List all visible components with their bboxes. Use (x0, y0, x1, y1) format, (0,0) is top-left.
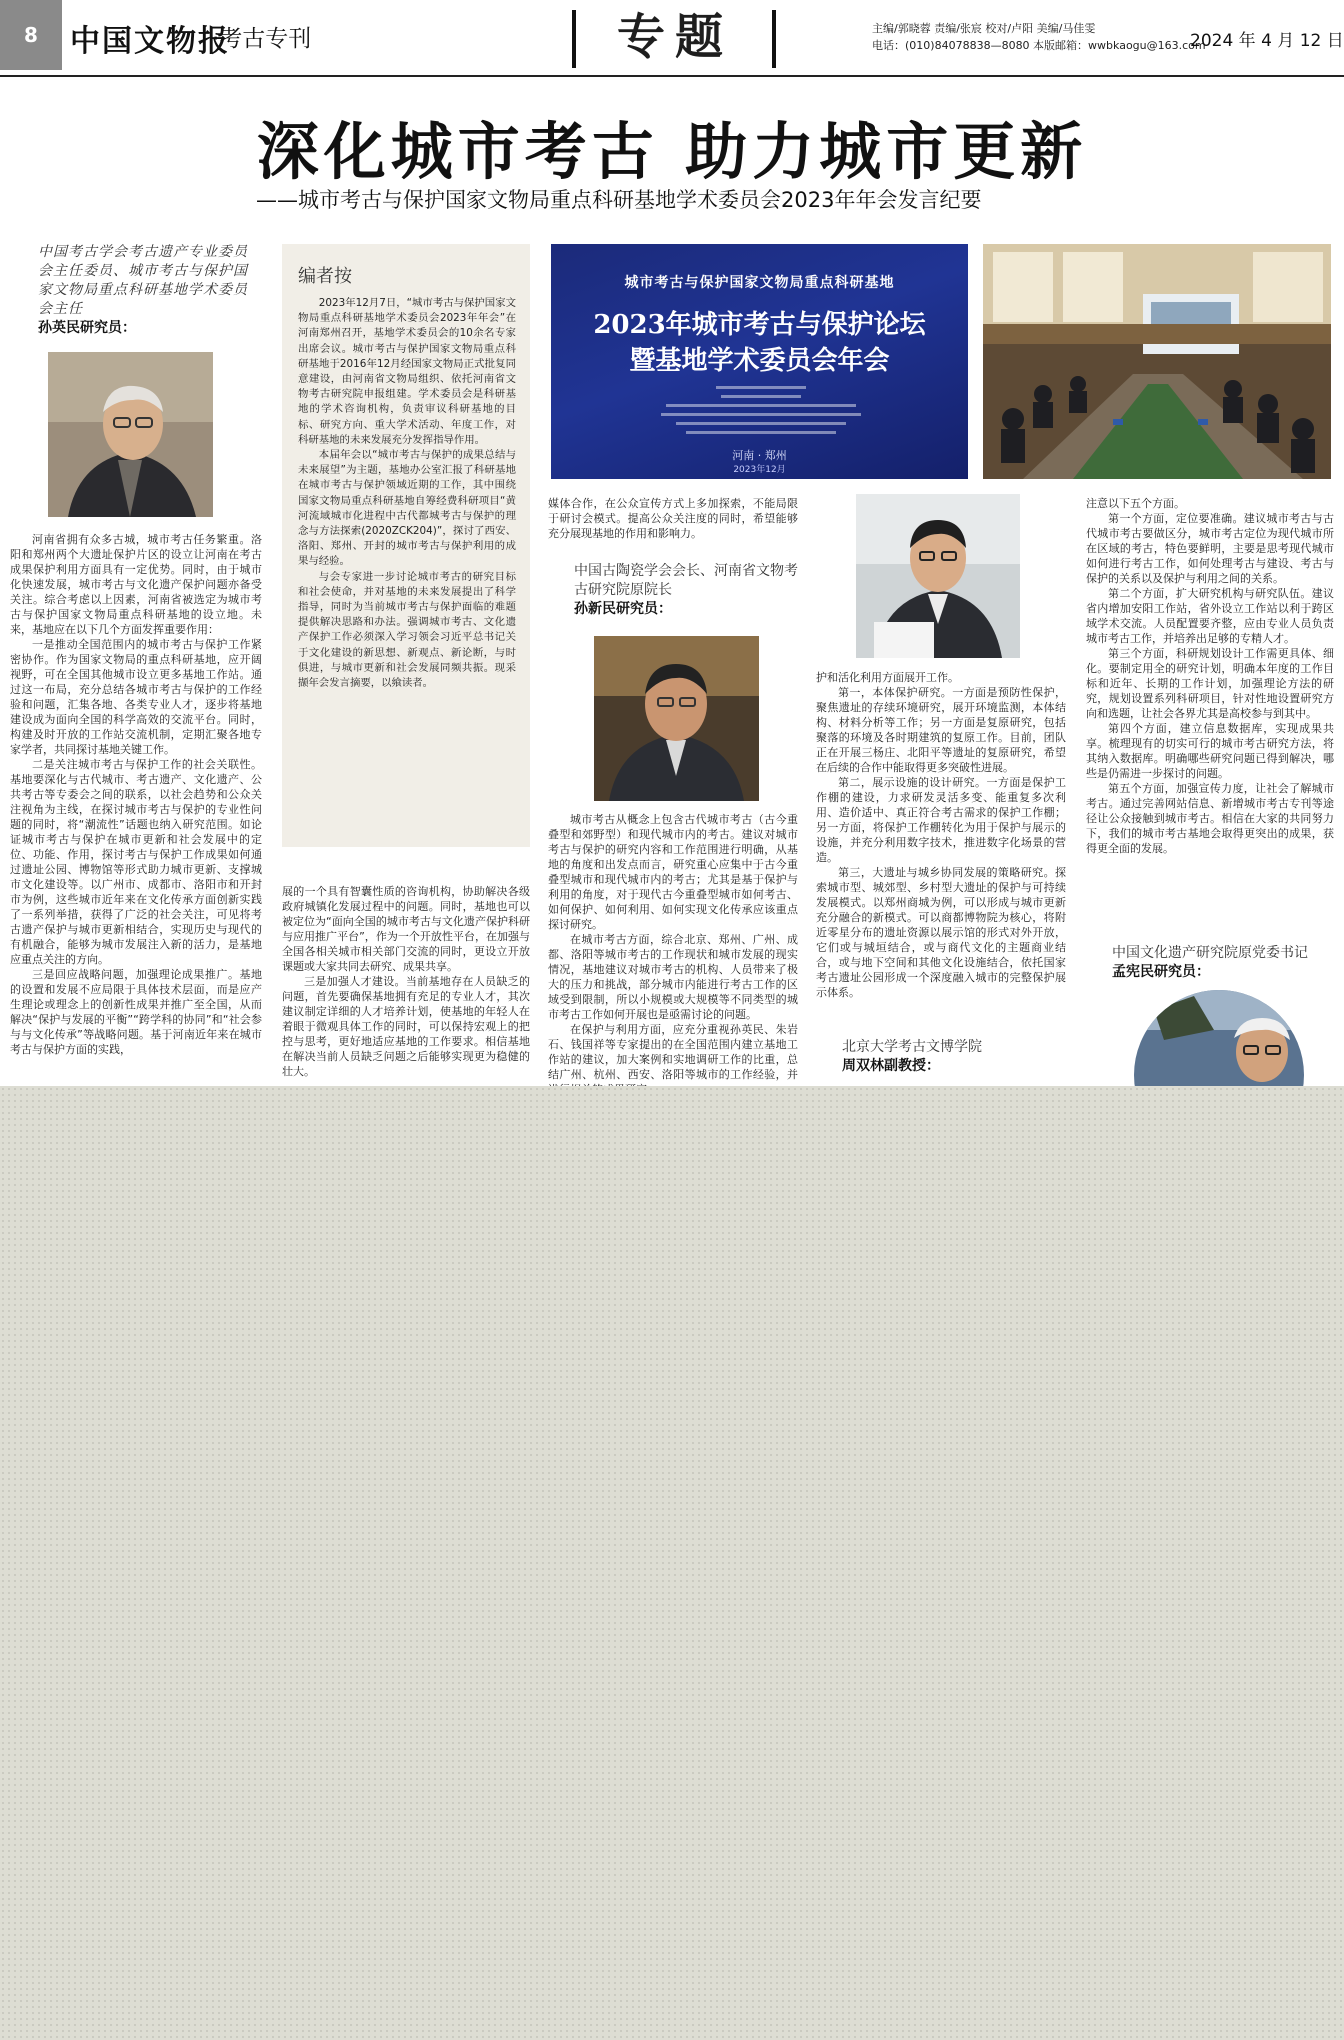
speaker-byline-1 (38, 243, 260, 338)
paragraph: 第一个方面，定位要准确。建议城市考古与古代城市考古要做区分，城市考古定位为现代城市所在区域的考古，特色要鲜明，主要是思考现代城市如何进行考古工作，如何处理考古与建设、考古与保护的关系以及保护与利用之间的关系。 (1086, 512, 1334, 585)
column-1-text (10, 532, 262, 1087)
paragraph: 第二，展示设施的设计研究。一方面是保护工作棚的建设，力求研发灵活多变、能重复多次利用、造价适中、真正符合考古需求的保护工作棚；另一方面，将保护工作棚转化为用于保护与展示的设施，并充分利用数字技术，推进数字化场景的营造。 (816, 776, 1066, 864)
speaker-title: 北京大学考古文博学院 (842, 1039, 982, 1055)
paragraph: 河南省拥有众多古城，城市考古任务繁重。洛阳和郑州两个大遗址保护片区的设立让河南在考古成果保护利用方面具有一定优势。同时，由于城市化快速发展，城市考古与文化遗产保护问题亦备受关注。综合考虑以上因素，河南省被选定为城市考古与保护国家文物局重点科研基地的设立地。未来，基地应在以下几个方面发挥重要作用： (10, 533, 262, 636)
speaker-title: 中国古陶瓷学会会长、河南省文物考古研究院原院长 (574, 563, 798, 598)
portrait-young-scholar (856, 494, 1020, 658)
paragraph: 第四个方面，建立信息数据库，实现成果共享。梳理现有的切实可行的城市考古研究方法，将其纳入数据库。明确哪些研究问题已得到解决，哪些是仍需进一步探讨的问题。 (1086, 722, 1334, 780)
contact-line: 电话：(010)84078838—8080 本版邮箱：wwbkaogu@163.com (872, 39, 1206, 52)
speaker-title: 中国考古学会考古遗产专业委员会主任委员、城市考古与保护国家文物局重点科研基地学术委员会主任 (38, 244, 248, 317)
paragraph: 三是回应战略问题，加强理论成果推广。基地的设置和发展不应局限于具体技术层面，而是应产生理论或理念上的创新性成果并推广至全国，从而解决“保护与发展的平衡”“跨学科的协同”和“社会参与与文化传承”等战略问题。基于河南近年来在城市考古与保护方面的实践， (10, 968, 262, 1056)
paragraph: 第三，大遗址与城乡协同发展的策略研究。探索城市型、城郊型、乡村型大遗址的保护与可持续发展模式。以郑州商城为例，可以形成与城市更新充分融合的新模式。可以商都博物院为核心，将附近零星分布的遗址资源以展示馆的形式对外开放，它们或与城垣结合，或与商代文化的主题商业结合，或与地下空间和其他文化设施结合，依托国家考古遗址公园形成一个深度融入城市的完整保护展示体系。 (816, 866, 1066, 999)
paragraph: 第五个方面，加强宣传力度，让社会了解城市考古。通过完善网站信息、新增城市考古专刊等途径让公众接触到城市考古。相信在大家的共同努力下，我们的城市考古基地会取得更突出的成果，获得更全面的发展。 (1086, 782, 1334, 855)
paragraph: 2023年12月7日，“城市考古与保护国家文物局重点科研基地学术委员会2023年年会”在河南郑州召开，基地学术委员会的10余名专家出席会议。城市考古与保护国家文物局重点科研基地于2016年12月经国家文物局正式批复同意建设，由河南省文物局组织、依托河南省文物考古研究院申报组建。学术委员会是科研基地的学术咨询机构，负责审议科研基地的目标、研究方向、重大学术活动、年度工作，对科研基地的未来发展充分发挥指导作用。 (298, 297, 516, 446)
poster-date: 2023年12月 (733, 465, 786, 475)
subheadline: ——城市考古与保护国家文物局重点科研基地学术委员会2023年年会发言纪要 (256, 188, 982, 212)
paragraph: 与会专家进一步讨论城市考古的研究目标和社会使命，并对基地的未来发展提出了科学指导，同时为当前城市考古与保护面临的难题提供解决思路和办法。强调城市考古、文化遗产保护工作必须深入学习领会习近平总书记关于文化建设的新思想、新观点、新论断，与时俱进，与城市更新和社会发展同频共振。现采撷年会发言摘要，以飨读者。 (298, 570, 516, 690)
portrait-sun-yingmin (48, 352, 213, 517)
paragraph: 第一，本体保护研究。一方面是预防性保护，聚焦遗址的存续环境研究，展开环境监测，本体结构、材料分析等工作；另一方面是复原研究，包括聚落的环境及各时期建筑的复原工作。目前，团队正在开展三杨庄、北阳平等遗址的复原研究，希望在后续的合作中能取得更多突破性进展。 (816, 686, 1066, 774)
portrait-meng-xianmin (1134, 990, 1304, 1086)
paragraph: 第二个方面，扩大研究机构与研究队伍。建议省内增加安阳工作站，省外设立工作站以利于跨区域学术交流。人员配置要齐整，应由专业人员负责城市考古工作，并培养出足够的专精人才。 (1086, 587, 1334, 645)
paragraph: 本届年会以“城市考古与保护的成果总结与未来展望”为主题，基地办公室汇报了科研基地在城市考古与保护领域近期的工作，其中围绕国家文物局重点科研基地自筹经费科研项目“黄河流域城市化进程中古代都城考古与保护的理念与方法探索(2020ZCK204)”，探讨了西安、洛阳、郑州、开封的城市考古与保护利用的成果与经验。 (298, 449, 516, 568)
paragraph: 展的一个具有智囊性质的咨询机构，协助解决各级政府城镇化发展过程中的问题。同时，基地也可以被定位为“面向全国的城市考古与文化遗产保护科研与应用推广平台”，作为一个开放性平台，在加强与全国各相关城市相关部门交流的同时，更设立开放课题或大家共同去研究、成果共享。 (282, 885, 530, 973)
poster-line-3: 暨基地学术委员会年会 (629, 346, 890, 376)
speaker-byline-4 (842, 1038, 1062, 1076)
paper-name: 中国文物报 (70, 24, 230, 59)
poster-place: 河南 · 郑州 (732, 449, 787, 462)
speaker-byline-5 (1112, 944, 1334, 982)
section-rule-right (772, 10, 776, 68)
headline: 深化城市考古 助力城市更新 (256, 115, 1088, 188)
column-2-lower-text (282, 884, 530, 1087)
poster-line-2: 2023年城市考古与保护论坛 (593, 310, 926, 340)
section-rule-left (572, 10, 576, 68)
section-label: 专题 (616, 9, 733, 65)
editors-line: 主编/郭晓蓉 责编/张宸 校对/卢阳 美编/马佳雯 (872, 22, 1096, 35)
paragraph: 第三个方面，科研规划设计工作需更具体、细化。要制定用全的研究计划，明确本年度的工作目标和近年、长期的工作计划，加强理论方法的研究，规划设置系列科研项目，针对性地设置研究方向和选题，让社会各界尤其是高校参与到其中。 (1086, 647, 1334, 720)
paragraph: 在城市考古方面，综合北京、郑州、广州、成都、洛阳等城市考古的工作现状和城市发展的现实情况，基地建议对城市考古的机构、人员带来了极大的压力和挑战，部分城市内能进行考古工作的区域受到限制，所以小规模或大规模等不同类型的城市考古工作如何开展也是亟需讨论的问题。 (548, 933, 798, 1021)
editor-note-title: 编者按 (298, 266, 352, 287)
poster-line-1: 城市考古与保护国家文物局重点科研基地 (624, 275, 895, 291)
editors-info (872, 20, 1206, 54)
paragraph: 城市考古从概念上包含古代城市考古（古今重叠型和郊野型）和现代城市内的考古。建议对城市考古与保护的研究内容和工作范围进行明确，从基地的角度和出发点而言，研究重心应集中于古今重叠型城市和现代城市内的考古；尤其是基于保护与利用的角度，对于现代古今重叠型城市如何考古、如何保护、如何利用、如何实现文化传承应该重点探讨研究。 (548, 813, 798, 931)
paragraph: 二是关注城市考古与保护工作的社会关联性。基地要深化与古代城市、考古遗产、文化遗产、公共考古等专委会之间的联系，以社会趋势和公众关注视角为主线，在探讨城市考古与保护的专业性问题的同时，将“潮流性”话题也纳入研究范围。如论证城市考古与保护在城市更新和社会发展中的定位、功能、作用，探讨考古与保护工作成果如何通过遗址公园、博物馆等形式助力城市更新、支撑城市文化建设等。以广州市、成都市、洛阳市和开封市为例，这些城市近年来在文化传承方面创新实践了一系列举措，获得了广泛的社会关注，可见将考古遗产保护与城市更新相结合，实现历史与现代的有机融合，能够为城市发展注入新的活力，是基地应重点关注的方向。 (10, 758, 262, 966)
column-5-text (1086, 496, 1334, 936)
speaker-name: 孙英民研究员： (38, 320, 136, 336)
forum-poster-photo (551, 244, 968, 479)
page-number: 8 (0, 0, 62, 70)
editor-note-text (298, 296, 516, 838)
paragraph: 在保护与利用方面，应充分重视孙英民、朱岩石、钱国祥等专家提出的在全国范围内建立基地工作站的建议，加大案例和实地调研工作的比重，总结广州、杭州、西安、洛阳等城市的工作经验，并 (548, 1023, 798, 1081)
paragraph: 护和活化利用方面展开工作。 (816, 671, 959, 684)
meeting-room-photo (983, 244, 1331, 479)
paragraph: 三是加强人才建设。当前基地存在人员缺乏的问题，首先要确保基地拥有充足的专业人才，其次建议制定详细的人才培养计划，使基地的年轻人在着眼于微观具体工作的同时，可以保持宏观上的把控与思考，更好地适应基地的工作要求。相信基地在解决当前人员缺乏问题之后能够实现更为稳健的壮大。 (282, 975, 530, 1078)
paragraph: 注意以下五个方面。 (1086, 497, 1185, 510)
paper-supplement: ·考古专刊 (212, 26, 312, 52)
column-3-text (548, 812, 798, 1087)
poster-fine-print (661, 380, 861, 440)
speaker-name: 孙新民研究员： (574, 601, 672, 617)
speaker-byline-2 (574, 562, 799, 619)
speaker-title: 中国文化遗产研究院原党委书记 (1112, 945, 1308, 961)
column-4-text (816, 670, 1066, 1080)
header-rule (0, 75, 1344, 77)
paragraph: 媒体合作，在公众宣传方式上多加探索，不能局限于研讨会模式。提高公众关注度的同时，希望能够充分展现基地的作用和影响力。 (548, 497, 798, 540)
blank-page-area (0, 1086, 1344, 2040)
speaker-name: 周双林副教授： (842, 1058, 940, 1074)
column-3-top-text (548, 496, 798, 544)
portrait-sun-xinmin (594, 636, 759, 801)
speaker-name: 孟宪民研究员： (1112, 964, 1210, 980)
paragraph: 一是推动全国范围内的城市考古与保护工作紧密协作。作为国家文物局的重点科研基地，应开阔视野，可在全国其他城市设立更多基地工作站。通过这一布局，充分总结各城市考古与保护的工作经验和问题，汇集各地、各类专业人才，逐步将基地建设成为面向全国的科学高效的交流平台。同时，构建及时开放的工作站交流机制，定期汇聚各地专家学者，共同探讨基地关键工作。 (10, 638, 262, 756)
publication-date: 2024 年 4 月 12 日 (1190, 31, 1344, 51)
